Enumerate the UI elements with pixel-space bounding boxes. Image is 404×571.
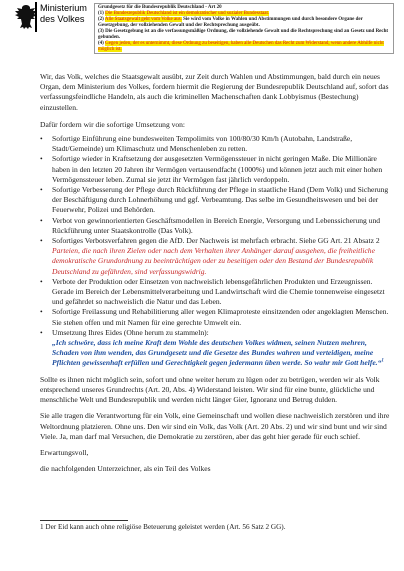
- intro-paragraph: Wir, das Volk, welches die Staatsgewalt ausübt, zur Zeit durch Wahlen und Abstimmungen, bald durch ein neues Organ, dem Ministerium des Volkes, fordern hiermit die Regierung der Bundesrepublik Deutschland auf, sofort das verfassungsfeindliche Handeln, als auch die kriminellen Machenschaften dank Lobbyismus (Bestechung) einzustellen.: [40, 72, 389, 112]
- gg-p4-text: Gegen jeden, der es unternimmt, diese Ordnung zu beseitigen, haben alle Deutschen das Recht zum Widerstand, wenn andere Abhilfe nicht möglich ist.: [98, 41, 384, 52]
- bullet-icon: •: [40, 276, 43, 286]
- footnote: [40, 523, 395, 532]
- list-item: [40, 216, 395, 236]
- list-item: [40, 236, 395, 277]
- demand-text: Umsetzung Ihres Eides (Ohne herum zu stammeln):: [52, 327, 209, 337]
- ministry-name: [40, 3, 87, 25]
- gg-paragraph-4: [98, 41, 390, 53]
- footnote-ref[interactable]: 1: [381, 358, 384, 364]
- gg-p4-num: (4): [98, 41, 104, 46]
- gg-paragraph-3: (3) Die Gesetzgebung ist an die verfassungsmäßige Ordnung, die vollziehende Gewalt und die Rechtsprechung sind an Gesetz und Recht gebunden.: [98, 29, 389, 40]
- gg-p2-highlight: Alle Staatsgewalt geht vom Volke aus.: [104, 17, 182, 22]
- closing-line: Erwartungsvoll,: [40, 447, 89, 457]
- demand-text: Verbot von gewinnorientierten Geschäftsmodellen in Bereich Energie, Versorgung und Lebenssicherung und Rückführung unter Staatskontrolle (Das Volk).: [52, 215, 380, 235]
- resistance-paragraph: Sollte es ihnen nicht möglich sein, sofort und ohne weiter herum zu lügen oder zu betrügen, werden wir als Volk entsprechend unseres Grundrechts (Art. 20, Abs. 4) Widerstand leisten. Wir sind für eine bunte, glückliche und menschliche Welt und Bundesrepublik und werden nicht länger Gier, Ignoranz und Betrug dulden.: [40, 374, 380, 405]
- demand-text: Sofortige Verbesserung der Pflege durch Rückführung der Pflege in staatliche Hand (Dem Volk) und Sicherung der Beschäftigung durch Lohnerhöhung und ggf. Verbeamtung. Das selbe im Gesundheitswesen und bei der Feuerwehr, Polizei und Behörden.: [52, 185, 389, 215]
- demands-heading: Dafür fordern wir die sofortige Umsetzung von:: [40, 119, 186, 129]
- bullet-icon: •: [40, 215, 43, 225]
- document-body: [40, 72, 395, 474]
- bullet-icon: •: [40, 327, 43, 337]
- footnote-text: Der Eid kann auch ohne religiöse Beteuerung geleistet werden (Art. 56 Satz 2 GG).: [45, 523, 286, 531]
- bullet-icon: •: [40, 307, 43, 317]
- demands-list: [40, 134, 395, 369]
- gg-box-title: Grundgesetz für die Bundesrepublik Deutschland - Art 20: [98, 5, 222, 10]
- gg-p1-num: (1): [98, 11, 104, 16]
- gg-p1-text: Die Bundesrepublik Deutschland ist ein demokratischer und sozialer Bundesstaat.: [105, 11, 270, 16]
- list-item: [40, 134, 395, 154]
- bullet-icon: •: [40, 134, 43, 144]
- ministry-line-2: des Volkes: [40, 14, 85, 24]
- bullet-icon: •: [40, 185, 43, 195]
- oath-text: „Ich schwöre, dass ich meine Kraft dem Wohle des deutschen Volkes widmen, seinen Nutzen mehren, Schaden von ihm wenden, das Grundgesetz und die Gesetze des Bundes wahren und verteidigen, meine Pflichten gewissenhaft erfüllen und Gerechtigkeit gegen jedermann üben werde. So wahr mir Gott helfe.“: [52, 338, 382, 368]
- list-item: [40, 307, 395, 327]
- demand-text: Sofortige Einführung eine bundesweiten Tempolimits von 100/80/30 Km/h (Autobahn, Landstraße, Stadt/Gemeinde) um Klimaschutz und Menschenleben zu retten.: [52, 134, 353, 154]
- grundgesetz-box: [94, 3, 394, 54]
- list-item: [40, 154, 395, 185]
- demand-text: Sofortige Freilassung und Rehabilitierung aller wegen Klimaproteste einsitzenden oder angeklagten Menschen. Sie stehen offen und mit Namen für eine gerechte Umwelt ein.: [52, 307, 389, 327]
- list-item: [40, 277, 395, 308]
- gg-p2-num: (2): [98, 17, 104, 22]
- demand-text: Sofortiges Verbotsverfahren gegen die AfD. Der Nachweis ist mehrfach erbracht. Siehe GG Art. 21 Absatz 2: [52, 236, 380, 246]
- list-item: [40, 328, 395, 369]
- bullet-icon: •: [40, 154, 43, 164]
- list-item: [40, 185, 395, 216]
- signature-line: die nachfolgenden Unterzeichner, als ein Teil des Volkes: [40, 464, 211, 474]
- demand-text: Verbote der Produktion oder Einsetzen von nachweislich lebensgefährlichen Produkten und Erzeugnissen. Gerade im Bereich der Lebensmittelverarbeitung und Landwirtschaft wird die Chemie tonnenweise eingesetzt und gefährdet so nachweislich die Natur und das Leben.: [52, 276, 385, 307]
- gg-art21-quote: Parteien, die nach ihren Zielen oder nach dem Verhalten ihrer Anhänger darauf ausgehen, die freiheitliche demokratische Grundordnung zu beeinträchtigen oder zu beseitigen oder den Bestand der Bundesrepublik Deutschland zu gefährden, sind verfassungswidrig.: [52, 246, 375, 276]
- demand-text: Sofortige wieder in Kraftsetzung der ausgesetzten Vermögenssteuer in nicht geringen Maße. Die Millionäre haben in den letzten 20 Jahren ihr Vermögen vertausendfacht (1000%) und können jetzt auch mit einer hohen Vermögenssteuer leben. Zumal sie jetzt ihr Vermögen fast jährlich verdoppeln.: [52, 154, 383, 184]
- responsibility-paragraph: Sie alle tragen die Verantwortung für ein Volk, eine Gemeinschaft und wollen diese nachweislich zerstören und ihre Weltordnung platzieren. Ohne uns. Den wir sind ein Volk, das Volk (Art. 20 Abs. 2) und wir sind bunt und wir sind Viele. Ja, man darf mal Versuchen, die Demokratie zu zerstören, aber das geht hier gerade für euch schief.: [40, 411, 390, 441]
- gg-p2-rest: Sie wird vom Volke in Wahlen und Abstimmungen und durch besondere Organe der Gesetzgebung, der vollziehenden Gewalt und der Rechtsprechung ausgeübt.: [98, 17, 363, 28]
- logo-divider: [35, 2, 37, 32]
- footnote-divider: [40, 520, 128, 521]
- footnote-number: 1: [40, 523, 44, 531]
- bullet-icon: •: [40, 236, 43, 246]
- gg-paragraph-2: [98, 17, 390, 29]
- ministry-line-1: Ministerium: [40, 3, 87, 13]
- oath-quote: [52, 338, 395, 369]
